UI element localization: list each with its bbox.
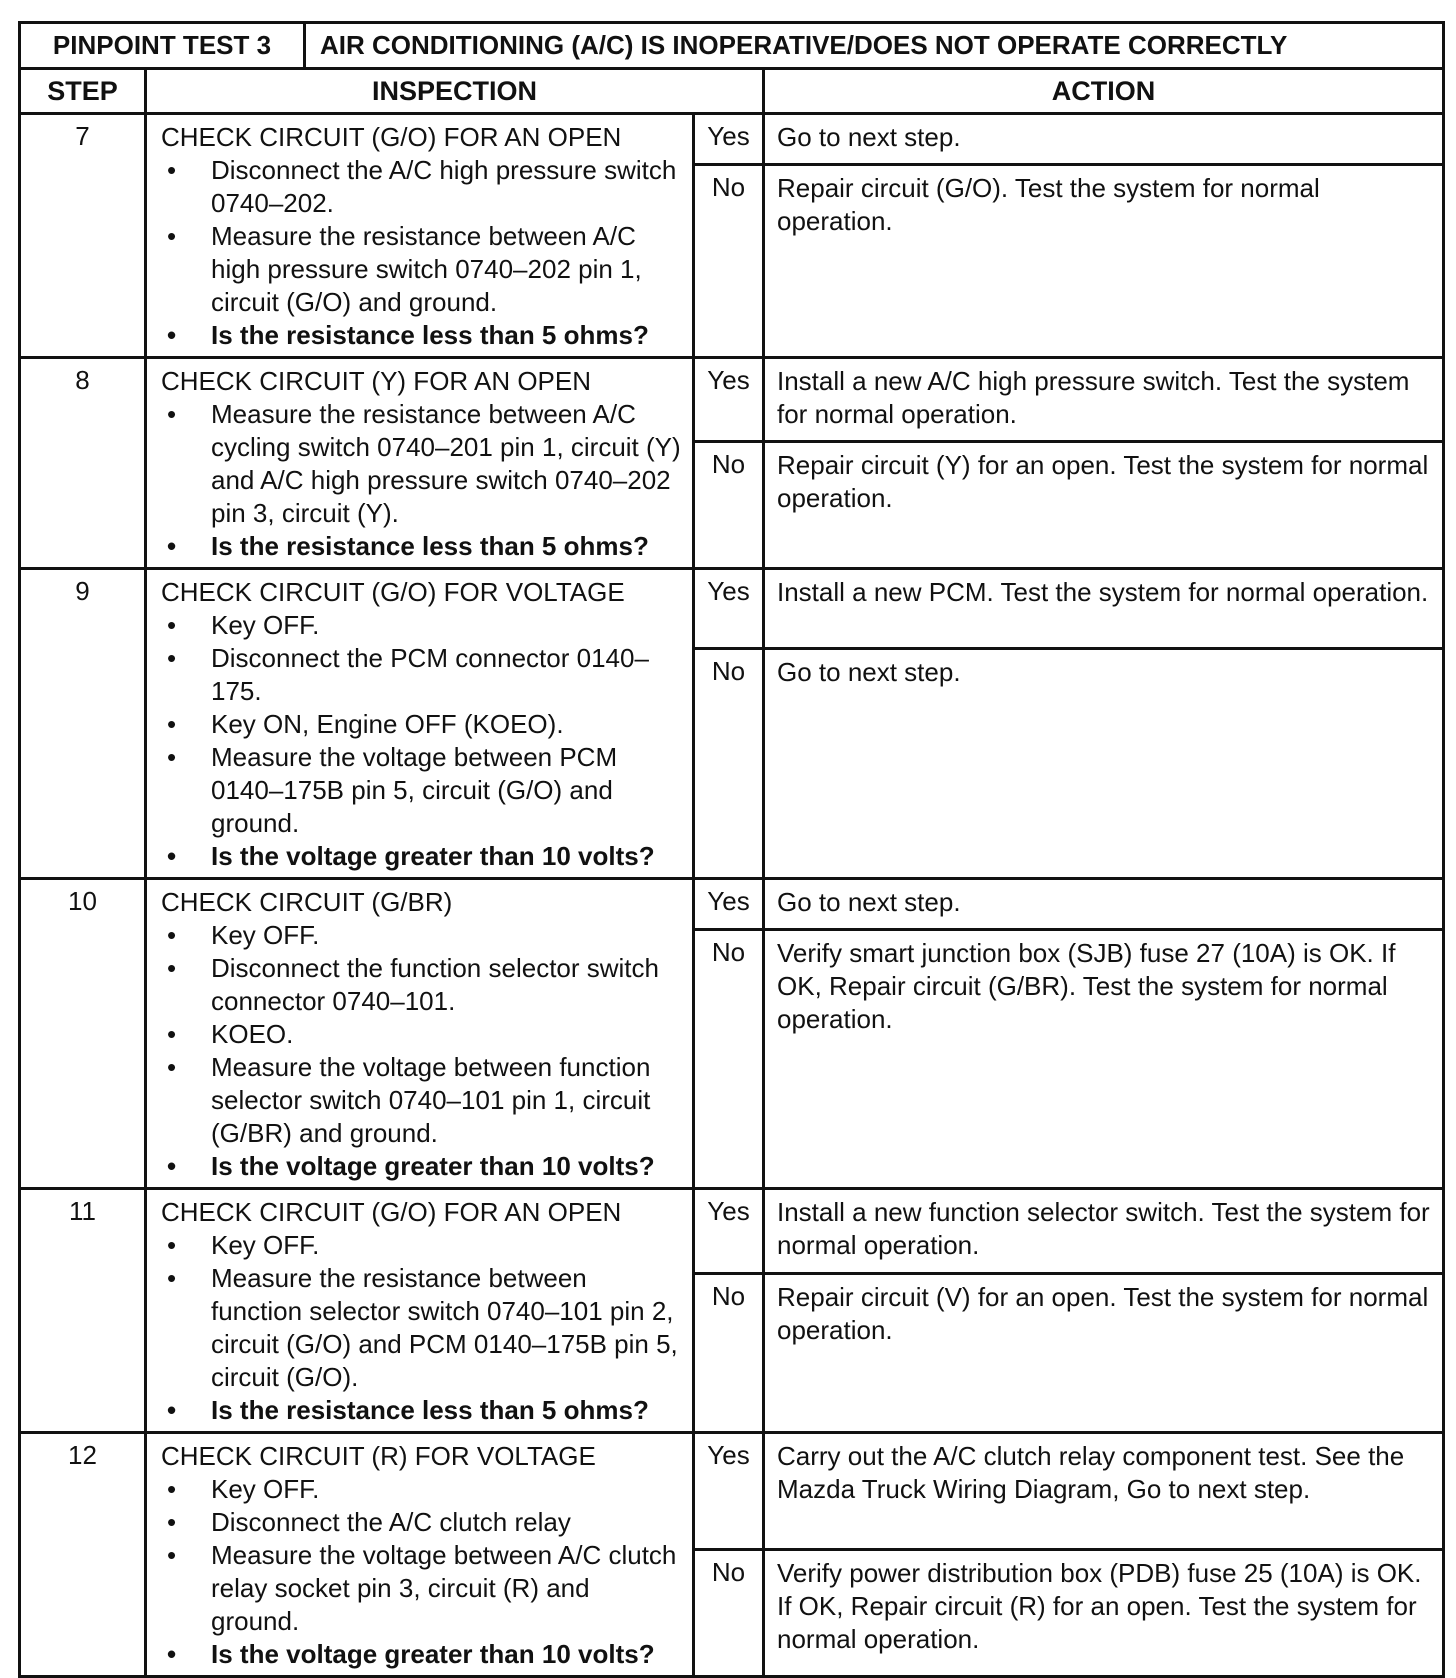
- yes-action: Go to next step.: [764, 879, 1444, 930]
- inspection-bullet: • Disconnect the function selector switch connector 0740–101.: [161, 952, 682, 1018]
- inspection-bullet: • Measure the voltage between A/C clutch relay socket pin 3, circuit (R) and ground.: [161, 1539, 682, 1638]
- inspection-heading: CHECK CIRCUIT (G/O) FOR AN OPEN: [161, 1197, 622, 1227]
- no-action: Verify power distribution box (PDB) fuse 25 (10A) is OK. If OK, Repair circuit (R) for an open. Test the system for normal operation.: [764, 1549, 1444, 1676]
- inspection-steps: [161, 1229, 682, 1427]
- yes-label: Yes: [694, 114, 764, 165]
- yes-label: Yes: [694, 1189, 764, 1274]
- yes-action: Go to next step.: [764, 114, 1444, 165]
- inspection-question: • Is the voltage greater than 10 volts?: [161, 1638, 682, 1671]
- action-header: ACTION: [764, 69, 1444, 114]
- no-action: Repair circuit (G/O). Test the system for normal operation.: [764, 164, 1444, 357]
- inspection-steps: [161, 398, 682, 563]
- inspection-bullet: • Key ON, Engine OFF (KOEO).: [161, 708, 682, 741]
- no-label: No: [694, 1549, 764, 1676]
- inspection-steps: [161, 919, 682, 1183]
- inspection-bullet: • Key OFF.: [161, 1473, 682, 1506]
- step-header: STEP: [20, 69, 146, 114]
- inspection-steps: [161, 1473, 682, 1671]
- table-row: [20, 569, 1444, 649]
- table-row: [20, 114, 1444, 165]
- inspection-cell: [146, 114, 694, 358]
- table-row: [20, 879, 1444, 930]
- inspection-header: INSPECTION: [146, 69, 764, 114]
- yes-action: Install a new PCM. Test the system for normal operation.: [764, 569, 1444, 649]
- no-label: No: [694, 648, 764, 878]
- no-label: No: [694, 442, 764, 569]
- yes-action: Carry out the A/C clutch relay component test. See the Mazda Truck Wiring Diagram, Go to next step.: [764, 1433, 1444, 1550]
- inspection-bullet: • Measure the voltage between PCM 0140–175B pin 5, circuit (G/O) and ground.: [161, 741, 682, 840]
- no-action: Go to next step.: [764, 648, 1444, 878]
- inspection-bullet: • Key OFF.: [161, 919, 682, 952]
- step-number: 8: [20, 358, 146, 569]
- header-row: [20, 69, 1444, 114]
- no-label: No: [694, 1273, 764, 1432]
- inspection-bullet: • KOEO.: [161, 1018, 682, 1051]
- inspection-bullet: • Key OFF.: [161, 1229, 682, 1262]
- inspection-bullet: • Disconnect the PCM connector 0140–175.: [161, 642, 682, 708]
- inspection-bullet: • Disconnect the A/C clutch relay: [161, 1506, 682, 1539]
- inspection-heading: CHECK CIRCUIT (G/O) FOR VOLTAGE: [161, 577, 625, 607]
- yes-action: Install a new function selector switch. Test the system for normal operation.: [764, 1189, 1444, 1274]
- inspection-bullet: • Measure the resistance between A/C cycling switch 0740–201 pin 1, circuit (Y) and A/C high pressure switch 0740–202 pin 3, circuit (Y).: [161, 398, 682, 530]
- inspection-cell: [146, 569, 694, 879]
- inspection-bullet: • Measure the resistance between A/C high pressure switch 0740–202 pin 1, circuit (G/O) and ground.: [161, 220, 682, 319]
- inspection-cell: [146, 1433, 694, 1677]
- table-row: [20, 358, 1444, 442]
- inspection-bullet: • Key OFF.: [161, 609, 682, 642]
- step-number: 10: [20, 879, 146, 1189]
- inspection-question: • Is the resistance less than 5 ohms?: [161, 319, 682, 352]
- inspection-cell: [146, 1189, 694, 1433]
- yes-label: Yes: [694, 879, 764, 930]
- pinpoint-test-table: [18, 21, 1445, 1678]
- yes-label: Yes: [694, 358, 764, 442]
- yes-action: Install a new A/C high pressure switch. Test the system for normal operation.: [764, 358, 1444, 442]
- inspection-heading: CHECK CIRCUIT (R) FOR VOLTAGE: [161, 1441, 596, 1471]
- yes-label: Yes: [694, 569, 764, 649]
- inspection-question: • Is the resistance less than 5 ohms?: [161, 530, 682, 563]
- inspection-question: • Is the resistance less than 5 ohms?: [161, 1394, 682, 1427]
- inspection-bullet: • Disconnect the A/C high pressure switch 0740–202.: [161, 154, 682, 220]
- no-action: Repair circuit (V) for an open. Test the system for normal operation.: [764, 1273, 1444, 1432]
- inspection-bullet: • Measure the resistance between function selector switch 0740–101 pin 2, circuit (G/O) and PCM 0140–175B pin 5, circuit (G/O).: [161, 1262, 682, 1394]
- no-label: No: [694, 929, 764, 1188]
- inspection-bullet: • Measure the voltage between function selector switch 0740–101 pin 1, circuit (G/BR) and ground.: [161, 1051, 682, 1150]
- inspection-heading: CHECK CIRCUIT (G/O) FOR AN OPEN: [161, 122, 622, 152]
- step-number: 9: [20, 569, 146, 879]
- no-action: Repair circuit (Y) for an open. Test the system for normal operation.: [764, 442, 1444, 569]
- step-number: 12: [20, 1433, 146, 1677]
- inspection-cell: [146, 358, 694, 569]
- inspection-question: • Is the voltage greater than 10 volts?: [161, 1150, 682, 1183]
- table-row: [20, 1189, 1444, 1274]
- yes-label: Yes: [694, 1433, 764, 1550]
- title-row: [20, 23, 1444, 69]
- test-description: AIR CONDITIONING (A/C) IS INOPERATIVE/DOES NOT OPERATE CORRECTLY: [305, 23, 1444, 69]
- inspection-heading: CHECK CIRCUIT (Y) FOR AN OPEN: [161, 366, 592, 396]
- inspection-heading: CHECK CIRCUIT (G/BR): [161, 887, 453, 917]
- no-label: No: [694, 164, 764, 357]
- step-number: 11: [20, 1189, 146, 1433]
- no-action: Verify smart junction box (SJB) fuse 27 (10A) is OK. If OK, Repair circuit (G/BR). Test the system for normal operation.: [764, 929, 1444, 1188]
- inspection-steps: [161, 609, 682, 873]
- inspection-steps: [161, 154, 682, 352]
- test-label: PINPOINT TEST 3: [20, 23, 305, 69]
- inspection-cell: [146, 879, 694, 1189]
- table-row: [20, 1433, 1444, 1550]
- pinpoint-test-sheet: [18, 21, 1442, 1678]
- step-number: 7: [20, 114, 146, 358]
- inspection-question: • Is the voltage greater than 10 volts?: [161, 840, 682, 873]
